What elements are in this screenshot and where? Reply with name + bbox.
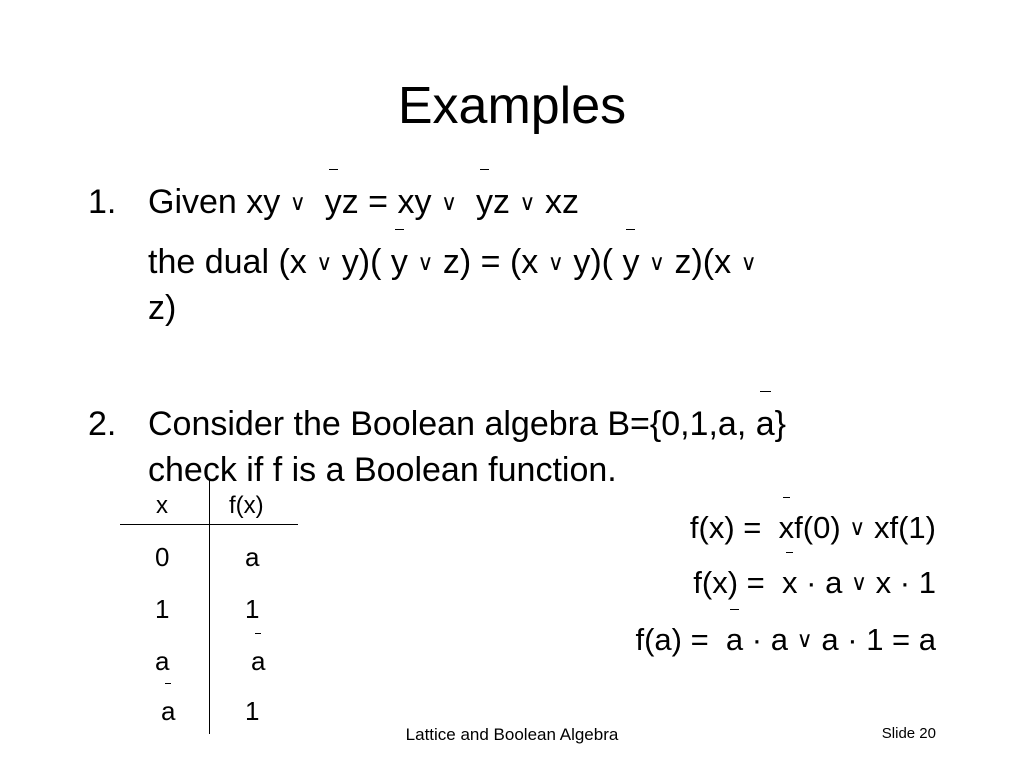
table-cell-fx: 1 [245, 594, 260, 624]
table-cell-fx: a [245, 542, 260, 572]
slide-footer: Lattice and Boolean Algebra [405, 725, 619, 744]
or-symbol: ∨ [740, 251, 757, 276]
eq3-a: a [770, 622, 788, 657]
table-column-divider [209, 480, 210, 734]
table-cell-x: 0 [155, 542, 170, 572]
overlined-a: a [755, 405, 775, 443]
item2-line1 [148, 404, 786, 444]
or-symbol: ∨ [850, 571, 868, 596]
eq3-lhs: f(a) = [635, 622, 709, 657]
or-symbol: ∨ [519, 191, 536, 216]
dot-operator: · [847, 622, 858, 657]
equation-2 [693, 565, 936, 601]
item1-line1-tail2: xz [544, 183, 579, 221]
eq1-lhs: f(x) = [689, 510, 762, 545]
table-header-fx: f(x) [229, 492, 264, 519]
or-symbol: ∨ [547, 251, 564, 276]
or-symbol: ∨ [796, 628, 813, 653]
table-cell-fx: 1 [245, 696, 260, 726]
dual-part-c: y)( [573, 243, 613, 281]
eq1-b: xf(1) [874, 510, 936, 545]
slide-number: Slide 20 [881, 725, 936, 742]
overlined-y: y [324, 183, 342, 221]
equation-3 [635, 622, 936, 658]
item1-line1-mid: z = xy [341, 183, 432, 221]
dual-part-d: z)(x [674, 243, 732, 281]
or-symbol: ∨ [648, 251, 665, 276]
item1-line2 [148, 242, 757, 284]
table-cell-x: a [155, 646, 170, 676]
item1-line1 [148, 182, 579, 224]
overlined-y: y [622, 243, 640, 281]
slide-title: Examples [397, 77, 627, 135]
item1-line1-prefix: Given xy [148, 183, 281, 221]
table-cell-fx [251, 646, 265, 677]
dual-part-b: z) = (x [442, 243, 539, 281]
overlined-y: y [390, 243, 408, 281]
overlined-a: a [251, 646, 266, 676]
overlined-x: x [778, 510, 795, 545]
table-cell-x [161, 696, 175, 727]
eq2-c: 1 [918, 565, 936, 600]
item2-number: 2. [88, 405, 117, 443]
eq3-c: 1 = a [866, 622, 936, 657]
item2-suffix: } [774, 405, 787, 443]
item2-prefix: Consider the Boolean algebra B={0,1,a, [148, 405, 747, 443]
or-symbol: ∨ [289, 191, 306, 216]
dot-operator: · [751, 622, 763, 657]
equation-1 [690, 510, 936, 546]
dot-operator: · [899, 565, 911, 600]
eq1-a: f(0) [794, 510, 841, 545]
eq3-b: a [821, 622, 839, 657]
or-symbol: ∨ [849, 516, 866, 541]
item2-line2: check if f is a Boolean function. [148, 451, 617, 489]
or-symbol: ∨ [440, 191, 458, 216]
eq2-lhs: f(x) = [693, 565, 765, 600]
overlined-a: a [161, 696, 176, 726]
dot-operator: · [806, 565, 817, 600]
item1-line3: z) [148, 289, 177, 327]
table-cell-x: 1 [155, 594, 170, 624]
overlined-y: y [475, 183, 493, 221]
or-symbol: ∨ [316, 251, 333, 276]
eq2-b: x [875, 565, 892, 600]
item1-number: 1. [88, 183, 117, 221]
or-symbol: ∨ [417, 251, 434, 276]
dual-prefix: the dual (x [148, 243, 307, 281]
item1-line1-tail1: z [492, 183, 510, 221]
dual-part-a: y)( [341, 243, 382, 281]
eq2-a: a [825, 565, 843, 600]
overlined-a: a [725, 622, 744, 657]
overlined-x: x [781, 565, 798, 600]
table-header-x: x [156, 492, 168, 519]
